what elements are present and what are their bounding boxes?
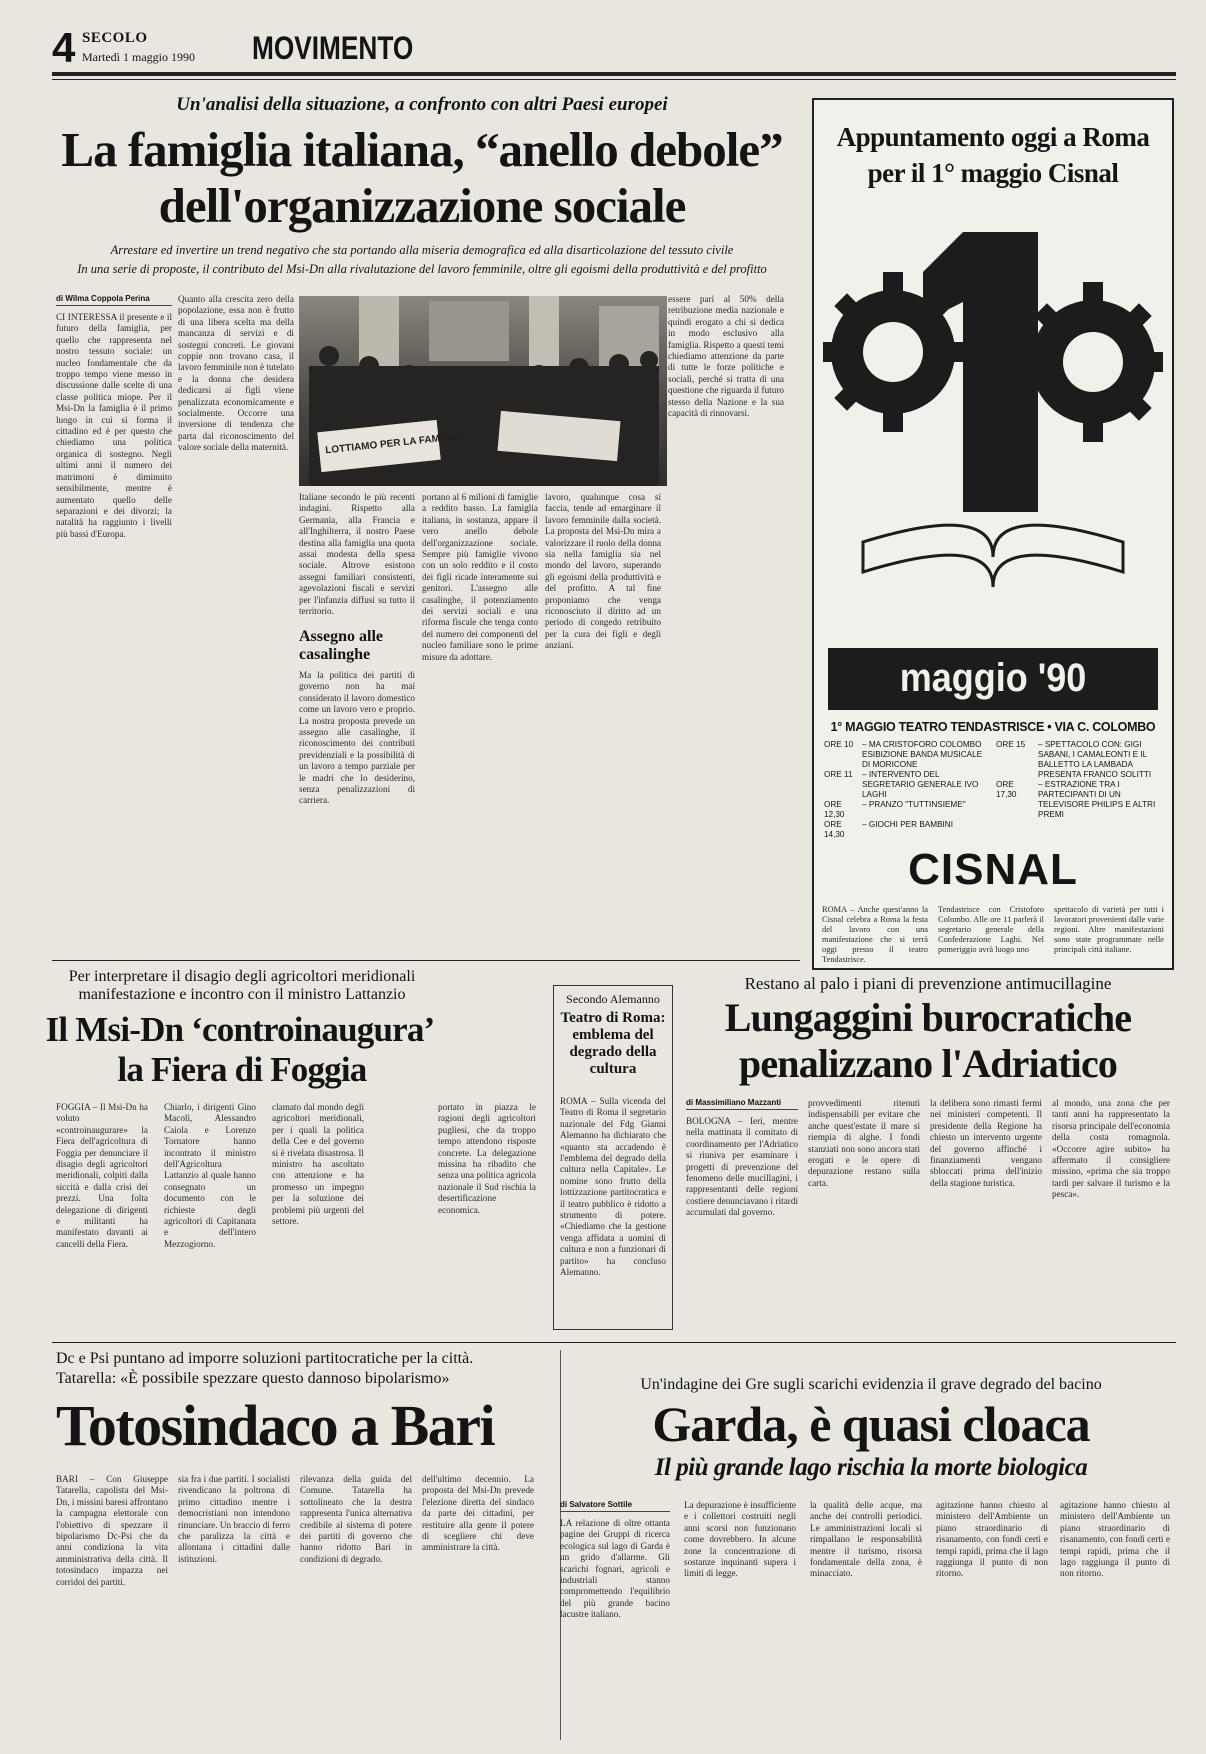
garda-kicker: Un'indagine dei Gre sugli scarichi evidenzia il grave degrado del bacino	[640, 1376, 1102, 1393]
garda-col-3: la qualità delle acque, ma anche dei controlli periodici. Le amministrazioni locali si rimpallano le responsabilità mentre il turismo, risorsa fondamentale della zona, è minacciato.	[810, 1500, 922, 1579]
lead-kicker: Un'analisi della situazione, a confronto con altri Paesi europei	[176, 94, 668, 115]
lead-col-3b: Ma la politica dei partiti di governo non ha mai considerato il lavoro domestico come un lavoro vero e proprio. La nostra proposta prevede un assegno alle casalinghe, il riconoscimento dei contributi previdenziali e la possibilità di un lavoro a tempo parziale per le madri che lo desiderino, senza penalizzazioni di carriera.	[299, 670, 415, 806]
lead-col-2: Quanto alla crescita zero della popolazione, essa non è frutto di una libera scelta ma della mancanza di servizi e di sostegni concreti. Le giovani coppie non trovano casa, il lavoro femminile non è tutelato e la donna che desidera dedicarsi ai figli viene penalizzata economicamente e socialmente. Occorre una inversione di tendenza che parta dal riconoscimento del valore sociale della maternità.	[178, 294, 294, 453]
ad-venue: 1° MAGGIO TEATRO TENDASTRISCE • VIA C. COLOMBO	[830, 720, 1156, 734]
lead-bottom-rule	[52, 960, 800, 961]
program-text: – MA CRISTOFORO COLOMBO ESIBIZIONE BANDA MUSICALE DI MORICONE	[862, 740, 983, 769]
bari-col-2: sia fra i due partiti. I socialisti rivendicano la poltrona di primo cittadino mentre i democristiani non intendono rinunciare. Un braccio di ferro che paralizza la città e allontana i cittadini dalle istituzioni.	[178, 1474, 290, 1564]
program-text: – PRANZO "TUTTINSIEME"	[862, 800, 966, 809]
lead-deck-1: Arrestare ed invertire un trend negativo che sta portando alla miseria demografica ed alla disarticolazione del tessuto civile	[110, 243, 734, 257]
ad-program-left	[822, 740, 992, 840]
bari-col-1: BARI – Con Giuseppe Tatarella, capolista del Msi-Dn, i missini baresi affrontano la campagna elettorale con l'obiettivo di spezzare il bipolarismo Dc-Psi che da anni condiziona la vita amministrativa della città. Il totosindaco impazza nei corridoi dei partiti.	[56, 1474, 168, 1587]
ad-banner	[828, 648, 1158, 710]
foggia-kicker-2: manifestazione e incontro con il ministro Lattanzio	[78, 986, 406, 1003]
ad-text-col-2: Tendastrisce con Cristoforo Colombo. Alle ore 11 parlerà il segretario generale della Confederazione Laghi. Nel pomeriggio avrà luogo uno	[938, 905, 1044, 954]
adriatico-byline: di Massimiliano Mazzanti	[686, 1098, 798, 1110]
teatro-box	[553, 985, 673, 1330]
program-row	[994, 780, 1166, 820]
garda-col-4: agitazione hanno chiesto al ministero dell'Ambiente un piano straordinario di risanamento, con fondi certi e tempi rapidi, prima che il lago raggiunga il punto di non ritorno.	[936, 1500, 1048, 1579]
section-title: MOVIMENTO	[252, 30, 414, 66]
program-row	[822, 800, 992, 820]
lead-headline-1: La famiglia italiana, “anello debole”	[61, 122, 783, 177]
page-number: 4	[52, 24, 76, 71]
demonstration-photo-shapes	[299, 296, 667, 486]
cisnal-logo: CISNAL	[908, 845, 1078, 894]
garda-col-2: La depurazione è insufficiente e i collettori costruiti negli anni scorsi non funzionano come dovrebbero. In alcune zone la concentrazione di sostanze inquinanti supera i limiti di legge.	[684, 1500, 796, 1579]
foggia-col-4: portato in piazza le ragioni degli agricoltori pugliesi, che da troppo tempo attendono risposte concrete. La delegazione missina ha ribadito che senza una politica agricola nazionale il Sud rischia la desertificazione economica.	[438, 1102, 536, 1215]
bari-col-3: rilevanza della guida del Comune. Tatarella ha sottolineato che la destra rappresenta l'unica alternativa credibile al sistema di potere dei partiti di governo che hanno ridotto Bari in condizioni di degrado.	[300, 1474, 412, 1564]
ad-text-col-1: ROMA – Anche quest'anno la Cisnal celebra a Roma la festa del lavoro con una manifestazione che si terrà oggi presso il teatro Tendastrisce.	[822, 905, 928, 963]
program-time: ORE 15	[996, 740, 1026, 749]
teatro-kicker: Secondo Alemanno	[566, 992, 660, 1006]
program-time: ORE 14,30	[824, 820, 845, 839]
garda-headline: Garda, è quasi cloaca	[652, 1396, 1090, 1452]
program-row	[994, 740, 1166, 780]
teatro-body: ROMA – Sulla vicenda del Teatro di Roma il segretario nazionale del Fdg Gianni Alemanno ha dichiarato che «quanto sta accadendo è l'emblema del degrado della cultura nella Capitale». Le nomine sono frutto della lottizzazione partitocratica e il teatro pubblico è ridotto a strumento di potere. «Chiediamo che la gestione venga affidata a uomini di cultura e non a funzionari di partito» ha concluso Alemanno.	[560, 1096, 666, 1278]
garda-col-1: LA relazione di oltre ottanta pagine dei Gruppi di ricerca ecologica sul lago di Garda è un grido d'allarme. Gli scarichi fognari, agricoli e industriali stanno compromettendo l'equilibrio del più grande bacino lacustre italiano.	[560, 1518, 670, 1620]
paper-name: SECOLO	[82, 30, 148, 46]
lead-col-3: Italiane secondo le più recenti indagini. Rispetto alla Germania, alla Francia e all'Inghilterra, il nostro Paese destina alla famiglia una quota assai modesta della spesa sociale. Altrove esistono assegni familiari consistenti, agevolazioni fiscali e servizi per l'infanzia diffusi su tutto il territorio.	[299, 492, 415, 617]
bari-kicker-1: Dc e Psi puntano ad imporre soluzioni partitocratiche per la città.	[56, 1350, 474, 1367]
lead-col-6: essere pari al 50% della retribuzione media nazionale e quindi erogato a chi si dedica in modo esclusivo alla famiglia. Rispetto a questi temi chiediamo attenzione da parte di tutte le forze politiche e sociali, perché si tratta di una questione che riguarda il futuro stesso della Nazione e la sua capacità di rinnovarsi.	[668, 294, 784, 419]
program-text: – GIOCHI PER BAMBINI	[862, 820, 953, 829]
foggia-col-3: clamato dal mondo degli agricoltori meridionali, per i quali la politica della Cee e del governo si è rivelata disastrosa. Il ministro ha ascoltato con attenzione e ha promesso un impegno per la soluzione dei problemi più urgenti del settore.	[272, 1102, 364, 1227]
foggia-kicker-1: Per interpretare il disagio degli agricoltori meridionali	[68, 968, 416, 985]
program-row	[822, 740, 992, 770]
lead-col-1: CI INTERESSA il presente e il futuro della famiglia, per quello che rappresenta nel nostro tessuto sociale: un nucleo fondamentale che da troppo tempo viene messo in discussione dalle scelte di una classe politica miope. Per il Msi-Dn la famiglia è il primo luogo in cui si forma il cittadino ed è per questo che chiediamo una politica organica di sostegno. Negli ultimi anni il numero dei matrimoni è diminuito sensibilmente, mentre è aumentato quello delle separazioni e dei divorzi; la natalità ha raggiunto i livelli più bassi d'Europa.	[56, 312, 172, 539]
ad-title-1: Appuntamento oggi a Roma	[836, 122, 1150, 152]
book-shape	[863, 525, 1123, 587]
bari-kicker-2: Tatarella: «È possibile spezzare questo dannoso bipolarismo»	[56, 1370, 450, 1387]
lead-col-4: portano al 6 milioni di famiglie a reddito basso. La famiglia italiana, in sostanza, appare il vero anello debole dell'organizzazione sociale. Sempre più famiglie vivono con un solo reddito e il costo dei figli ricade interamente sui genitori. L'assegno alle casalinghe, il potenziamento dei servizi sociali e una riforma fiscale che tenga conto del numero dei componenti del nucleo familiare sono le prime misure da adottare.	[422, 492, 538, 662]
lead-col-5: lavoro, qualunque cosa si faccia, tende ad emarginare il lavoro femminile dalla società. La proposta del Msi-Dn mira a valorizzare il ruolo della donna sia nella famiglia sia nel mondo del lavoro, superando gli egoismi della produttività e del profitto. A tal fine proponiamo che venga riconosciuto il diritto ad un periodo di congedo retribuito per la cura dei figli e degli anziani.	[545, 492, 661, 651]
adriatico-col-4: al mondo, una zona che per tanti anni ha rappresentato la risorsa principale dell'economia della costa romagnola. «Occorre agire subito» ha affermato il consigliere missino, «prima che sia troppo tardi per salvare il turismo e la pesca».	[1052, 1098, 1170, 1200]
cisnal-ad	[812, 98, 1174, 970]
program-text: – ESTRAZIONE TRA I PARTECIPANTI DI UN TELEVISORE PHILIPS E ALTRI PREMI	[1038, 780, 1156, 819]
program-row	[822, 770, 992, 800]
masthead-rule	[52, 72, 1176, 76]
foggia-col-2: Chiarlo, i dirigenti Gino Macolì, Alessandro Caiola e Lorenzo Tornatore hanno incontrato il ministro dell'Agricoltura Lattanzio al quale hanno consegnato un documento con le richieste degli agricoltori di Capitanata e dell'intero Mezzogiorno.	[164, 1102, 256, 1249]
foggia-headline-1: Il Msi-Dn ‘controinaugura’	[45, 1010, 435, 1049]
adriatico-col-2: provvedimenti ritenuti indispensabili per evitare che anche quest'estate il mare si riempia di alghe. I fondi stanziati non sono ancora stati erogati e le opere di depurazione restano sulla carta.	[808, 1098, 920, 1188]
ad-program-right	[994, 740, 1166, 820]
lead-photo	[299, 296, 667, 486]
masthead	[52, 26, 1176, 86]
bari-col-4: dell'ultimo decennio. La proposta del Msi-Dn prevede l'elezione diretta del sindaco da parte dei cittadini, per restituire alla gente il potere di scegliere chi deve amministrare la città.	[422, 1474, 534, 1553]
program-text: – SPETTACOLO CON: GIGI SABANI, I CAMALEONTI E IL BALLETTO LA LAMBADA PRESENTA FRANCO SOLITTI	[1038, 740, 1152, 779]
program-time: ORE 11	[824, 770, 853, 779]
garda-byline: di Salvatore Sottile	[560, 1500, 670, 1512]
teatro-headline: Teatro di Roma: emblema del degrado della cultura	[560, 1010, 666, 1077]
middle-bottom-rule	[52, 1342, 1176, 1343]
photo-banner-text: LOTTIAMO PER LA FAMIGLIA	[324, 430, 468, 457]
program-row	[822, 820, 992, 840]
program-text: – INTERVENTO DEL SEGRETARIO GENERALE IVO LAGHI	[862, 770, 979, 799]
foggia-col-1: FOGGIA – Il Msi-Dn ha voluto «controinaugurare» la Fiera dell'agricoltura di Foggia per denunciare il disagio degli agricoltori meridionali, colpiti dalla siccità e dalla crisi dei prezzi. Una folta delegazione di dirigenti e militanti ha manifestato davanti ai cancelli della Fiera.	[56, 1102, 148, 1249]
foggia-headline-2: la Fiera di Foggia	[117, 1050, 367, 1089]
adriatico-headline-1: Lungaggini burocratiche	[724, 995, 1132, 1040]
lead-subhead: Assegno alle casalinghe	[299, 628, 383, 663]
adriatico-col-3: la delibera sono rimasti fermi nei ministeri competenti. Il presidente della Regione ha chiesto un intervento urgente del governo affinché i finanziamenti vengano sbloccati prima dell'inizio della stagione turistica.	[930, 1098, 1042, 1188]
ad-banner-text: maggio '90	[899, 656, 1087, 700]
garda-subhead: Il più grande lago rischia la morte biologica	[654, 1454, 1088, 1481]
ad-text-col-3: spettacolo di varietà per tutti i lavoratori provenienti dalle varie regioni. Altre manifestazioni sono state programmate nelle principali città italiane.	[1054, 905, 1164, 954]
program-time: ORE 17,30	[996, 780, 1017, 799]
lead-deck-2: In una serie di proposte, il contributo del Msi-Dn alla rivalutazione del lavoro femminile, oltre gli egoismi della produttività e del profitto	[77, 262, 767, 276]
masthead-rule-thin	[52, 79, 1176, 80]
program-time: ORE 10	[824, 740, 854, 749]
lead-headline-2: dell'organizzazione sociale	[158, 178, 686, 233]
gear-numeral-graphic	[823, 212, 1163, 642]
adriatico-col-1: BOLOGNA – Ieri, mentre nella mattinata il comitato di coordinamento per l'Adriatico si riuniva per esaminare i progetti di prevenzione del fenomeno delle mucillagini, i rappresentanti delle regioni costiere denunciavano i ritardi accumulati dal governo.	[686, 1116, 798, 1218]
adriatico-kicker: Restano al palo i piani di prevenzione antimucillagine	[744, 974, 1112, 993]
lead-byline: di Wilma Coppola Perina	[56, 294, 172, 306]
adriatico-headline-2: penalizzano l'Adriatico	[738, 1041, 1118, 1086]
ad-title-2: per il 1° maggio Cisnal	[867, 158, 1119, 188]
garda-col-5: agitazione hanno chiesto al ministero dell'Ambiente un piano straordinario di risanamento, con fondi certi e tempi rapidi, prima che il lago raggiunga il punto di non ritorno.	[1060, 1500, 1170, 1579]
bari-headline: Totosindaco a Bari	[56, 1393, 495, 1458]
program-time: ORE 12,30	[824, 800, 845, 819]
issue-date: Martedì 1 maggio 1990	[82, 50, 195, 64]
